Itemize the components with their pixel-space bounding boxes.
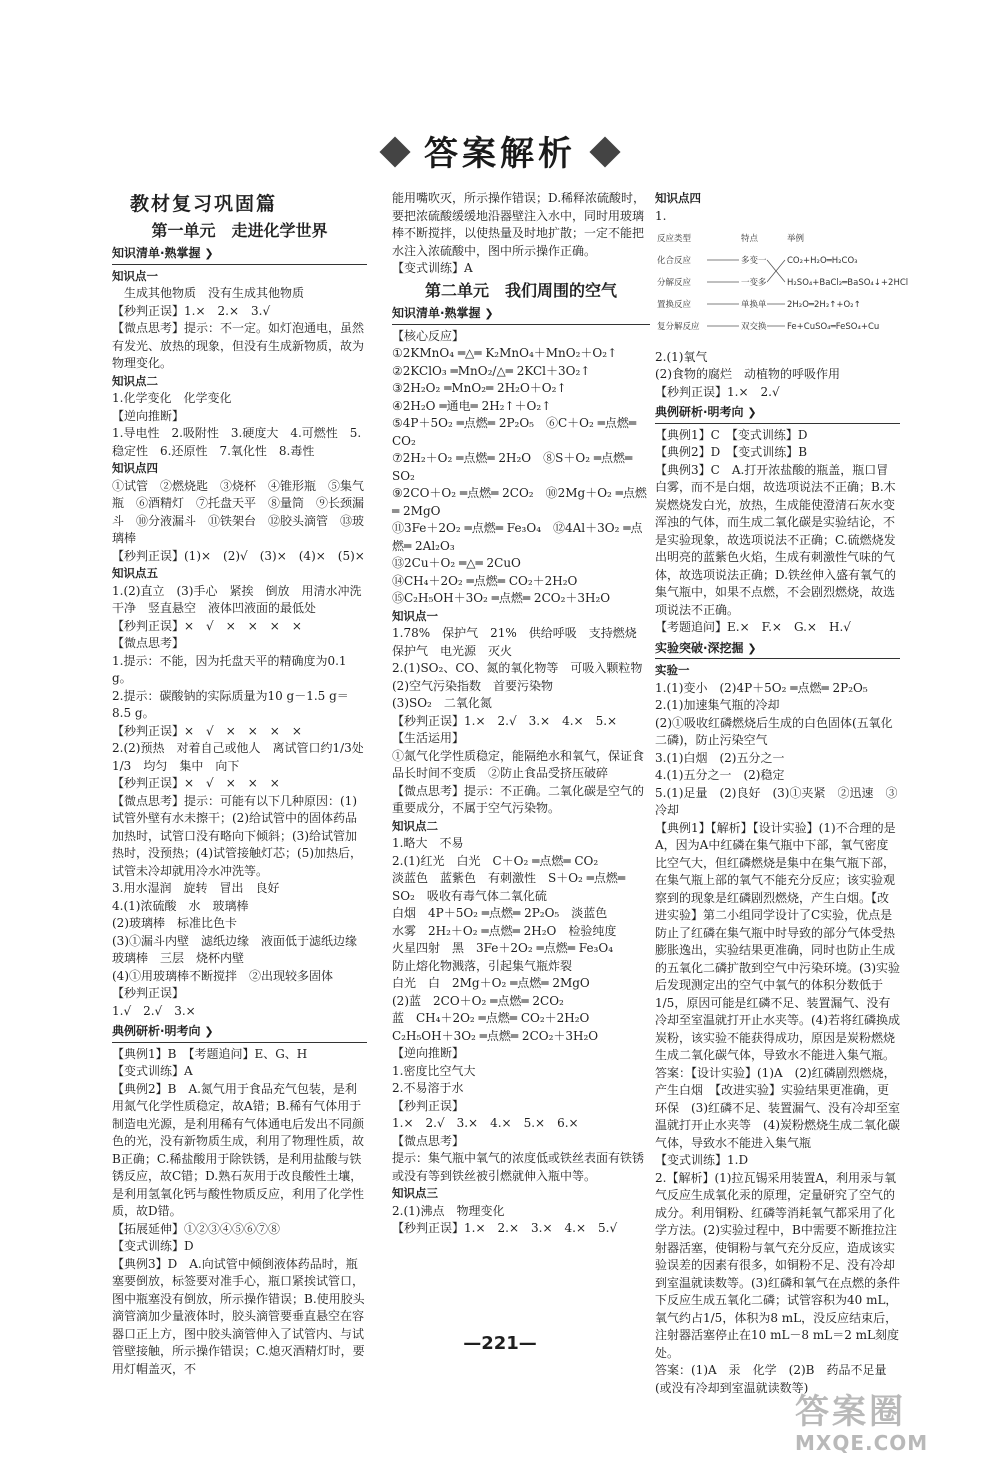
answer-line: 答案：【设计实验】(1)A (2)红磷剧烈燃烧，产生白烟 【改进实验】实验结果更准确，更环保 (3)红磷不足、装置漏气、没有冷却至室温就打开止水夹等 (4)炭粉燃烧生成二氧化碳气体，导致水不能进入集气瓶 xyxy=(655,1065,900,1150)
diagram-example: H₂SO₄+BaCl₂═BaSO₄↓+2HCl xyxy=(787,278,909,288)
page-title xyxy=(0,126,1000,175)
knowledge-point-heading: 实验一 xyxy=(655,663,690,677)
answer-line: (2)玻璃棒 标准比色卡 xyxy=(112,916,237,930)
unit-title: 第二单元 我们周围的空气 xyxy=(424,280,617,300)
page-title-text: 答案解析 xyxy=(424,134,576,174)
knowledge-point-heading: 知识点一 xyxy=(112,268,158,283)
answer-line: 【微点思考】提示：不正确。二氧化碳是空气的重要成分，不属于空气污染物。 xyxy=(392,783,645,815)
answer-line: 1.(1)变小 (2)4P＋5O₂ ═点燃═ 2P₂O₅ xyxy=(655,680,868,695)
answer-line: 【典例2】B A.氮气用于食品充气包装，是利用氮气化学性质稳定，故A错；B.稀有气体用于制造电光源，是利用稀有气体通电后发出不同颜色的光，没有新物质生成，利用了物理性质，故B正确；C.稀盐酸用于除铁锈，是利用盐酸与铁锈反应，故C错；D.熟石灰用于改良酸性土壤，是利用氢氧化钙与酸性物质反应，利用了化学性质，故D错。 xyxy=(112,1081,365,1218)
answer-line: 【典例1】C 【变式训练】D xyxy=(655,427,808,442)
knowledge-point-heading: 知识点二 xyxy=(112,373,158,388)
answer-line: 【典例1】B 【考题追问】E、G、H xyxy=(112,1046,308,1061)
section-header: 典例研析·明考向 ❯ xyxy=(655,404,900,424)
answer-line: ④2H₂O ═通电═ 2H₂↑＋O₂↑ xyxy=(392,398,552,413)
answer-line: 【典例1】【解析】【设计实验】(1)不合理的是A，因为A中红磷在集气瓶中下部，氧气密度比空气大，但红磷燃烧是集中在集气瓶下部，在集气瓶上部的氧气不能充分反应；该实验观察到的现象是红磷剧烈燃烧，产生白烟。【改进实验】第二小组同学设计了C实验，优点是防止了红磷在集气瓶中时导致的部分气体受热膨胀逸出，实验结果更准确，同时也防止生成的五氧化二磷扩散到空气中污染环境。(3)实验后发现测定出的空气中氧气的体积分数低于1/5，原因可能是红磷不足、装置漏气、没有冷却至室温就打开止水夹等。(4)若将红磷换成炭粉，该实验不能获得成功，原因是炭粉燃烧生成二氧化碳气体，导致水不能进入集气瓶。 xyxy=(655,820,900,1062)
answer-line: 2.提示：碳酸钠的实际质量为10 g－1.5 g＝8.5 g。 xyxy=(112,688,349,720)
answer-line: ②2KClO₃ ═MnO₂/△═ 2KCl＋3O₂↑ xyxy=(392,363,591,378)
answer-line: 4.(1)浓硫酸 水 玻璃棒 xyxy=(112,898,249,913)
diamond-ornament-icon xyxy=(589,136,620,167)
answer-line: 2.(1)加速集气瓶的冷却 xyxy=(655,698,780,712)
answer-line: C₂H₅OH＋3O₂ ═点燃═ 2CO₂＋3H₂O xyxy=(392,1028,599,1043)
answer-line: 【秒判正误】× √ × × × × xyxy=(112,618,302,633)
answer-line: 4.(1)五分之一 (2)稳定 xyxy=(655,768,785,782)
knowledge-point-heading: 知识点四 xyxy=(112,461,158,475)
answer-line: 【变式训练】A xyxy=(392,261,473,275)
answer-line: 【逆向推断】 xyxy=(112,408,185,423)
page-number: —221— xyxy=(463,1333,537,1354)
section-header: 知识清单·熟掌握 ❯ xyxy=(392,305,650,325)
answer-line: 2.不易溶于水 xyxy=(392,1081,464,1095)
answer-line: 【典例3】D A.向试管中倾倒液体药品时，瓶塞要倒放，标签要对准手心，瓶口紧挨试管口，图中瓶塞没有倒放，所示操作错误；B.使用胶头滴管滴加少量液体时，胶头滴管要垂直悬空在容器口正上方，图中胶头滴管伸入了试管内、与试管壁接触，所示操作错误；C.熄灭酒精灯时，要用灯帽盖灭，不 xyxy=(112,1256,365,1376)
answer-line: ⑦2H₂＋O₂ ═点燃═ 2H₂O ⑧S＋O₂ ═点燃═ SO₂ xyxy=(392,451,637,483)
answer-line: 1.化学变化 化学变化 xyxy=(112,391,232,405)
diagram-example: 2H₂O═2H₂↑+O₂↑ xyxy=(787,300,861,310)
diagram-feature: 单换单 xyxy=(741,300,767,310)
diagram-feature: 双交换 xyxy=(741,322,767,332)
answer-line: (4)①用玻璃棒不断搅拌 ②出现较多固体 xyxy=(112,968,333,983)
diagram-reaction-type: 复分解反应 xyxy=(657,322,700,332)
watermark-url: MXQE.COM xyxy=(795,1431,929,1455)
diagram-example: Fe+CuSO₄═FeSO₄+Cu xyxy=(787,322,880,332)
answer-line: 提示：集气瓶中氧气的浓度低或铁丝表面有铁锈或没有等到铁丝被引燃就伸入瓶中等。 xyxy=(392,1151,645,1183)
answer-line: 1.78% 保护气 21% 供给呼吸 支持燃烧 保护气 电光源 灭火 xyxy=(392,626,649,658)
answer-line: ⑨2CO＋O₂ ═点燃═ 2CO₂ ⑩2Mg＋O₂ ═点燃═ 2MgO xyxy=(392,486,647,518)
answer-line: 1.密度比空气大 xyxy=(392,1063,476,1078)
knowledge-point-heading: 知识点四 xyxy=(655,191,701,205)
section-header: 实验突破·深挖掘 ❯ xyxy=(655,640,900,660)
answer-line: 【秒判正误】1.× 2.× 3.√ xyxy=(112,303,271,318)
answer-line: 【拓展延伸】①②③④⑤⑥⑦⑧ xyxy=(112,1221,281,1236)
column-1 xyxy=(112,190,376,1378)
answer-line: 【秒判正误】1.× 2.√ 3.× 4.× 5.× xyxy=(392,713,618,728)
answer-line: 3.用水湿润 旋转 冒出 良好 xyxy=(112,881,280,895)
answer-line: 【微点思考】提示：可能有以下几种原因：(1)试管外壁有水未擦干；(2)给试管中的固体药品加热时，试管口没有略向下倾斜；(3)给试管加热时，没预热；(4)试管接触灯芯；(5)加热后，试管未冷却就用冷水冲洗等。 xyxy=(112,793,362,878)
answer-line: 1.提示：不能，因为托盘天平的精确度为0.1 g。 xyxy=(112,653,351,685)
answer-line: ⑬2Cu＋O₂ ═△═ 2CuO xyxy=(392,556,521,570)
answer-line: 能用嘴吹灭，所示操作错误；D.稀释浓硫酸时，要把浓硫酸缓缓地沿器壁注入水中，同时用玻璃棒不断搅拌，以使热量及时地扩散；一定不能把水注入浓硫酸中，图中所示操作正确。 xyxy=(392,191,646,258)
answer-line: 答案：(1)A 汞 化学 (2)B 药品不足量(或没有冷却到室温就读数等) xyxy=(655,1363,887,1395)
section-header: 知识清单·熟掌握 ❯ xyxy=(112,245,367,265)
diagram-reaction-type: 反应类型 xyxy=(657,234,692,244)
diagram-reaction-type: 化合反应 xyxy=(657,256,692,266)
answer-line: (3)①漏斗内壁 滤纸边缘 液面低于滤纸边缘 玻璃棒 三层 烧杯内壁 xyxy=(112,933,370,965)
answer-line: 【秒判正误】 xyxy=(392,1098,465,1113)
answer-line: (3)SO₂ 二氧化氮 xyxy=(392,696,492,710)
answer-line: 1.导电性 2.吸附性 3.硬度大 4.可燃性 5.稳定性 6.还原性 7.氧化性 8.毒性 xyxy=(112,426,362,458)
answer-line: 2.【解析】(1)拉瓦锡采用装置A，利用汞与氧气反应生成氧化汞的原理，定量研究了空气的成分。利用铜粉、红磷等消耗氧气都采用了化学方法。(2)实验过程中，B中需要不断推拉注射器活塞，使铜粉与氧气充分反应，造成该实验误差的因素有很多，如铜粉不足、没有冷却到室温就读数等。(3)红磷和氧气在点燃的条件下反应生成五氧化二磷；试管容积为40 mL，氧气约占1/5，体积为8 mL，没反应结束后，注射器活塞停止在10 mL－8 mL＝2 mL刻度处。 xyxy=(655,1170,900,1360)
column-3-top xyxy=(655,190,900,225)
diagram-reaction-type: 置换反应 xyxy=(657,300,692,310)
answer-line: 【考题追问】E.× F.× G.× H.√ xyxy=(655,620,851,634)
answer-line: ①2KMnO₄ ═△═ K₂MnO₄＋MnO₂＋O₂↑ xyxy=(392,346,618,360)
diagram-example: 举例 xyxy=(787,234,805,244)
answer-line: 【秒判正误】1.× 2.× 3.× 4.× 5.√ xyxy=(392,1221,618,1235)
answer-line: 防止熔化物溅落，引起集气瓶炸裂 xyxy=(392,958,573,973)
answer-line: 白烟 4P＋5O₂ ═点燃═ 2P₂O₅ 淡蓝色 xyxy=(392,906,608,920)
answer-line: 水雾 2H₂＋O₂ ═点燃═ 2H₂O 检验纯度 xyxy=(392,923,617,938)
answer-line: 5.(1)足量 (2)良好 (3)①夹紧 ②迅速 ③冷却 xyxy=(655,785,898,817)
answer-line: (2)食物的腐烂 动植物的呼吸作用 xyxy=(655,367,840,381)
answer-line: 【秒判正误】× √ × × × xyxy=(112,776,280,790)
diagram-feature: 多变一 xyxy=(741,256,767,266)
knowledge-point-heading: 知识点二 xyxy=(392,818,438,833)
answer-line: ①氮气化学性质稳定，能隔绝水和氧气，保证食品长时间不变质 ②防止食品受挤压破碎 xyxy=(392,748,645,780)
answer-line: 2.(1)沸点 物理变化 xyxy=(392,1203,505,1218)
diagram-reaction-type: 分解反应 xyxy=(657,278,692,288)
knowledge-point-heading: 知识点三 xyxy=(392,1186,438,1200)
answer-line: 淡蓝色 蓝紫色 有刺激性 S＋O₂ ═点燃═ SO₂ 吸收有毒气体二氧化硫 xyxy=(392,871,629,903)
column-3 xyxy=(655,190,909,1397)
answer-line: 【核心反应】 xyxy=(392,328,465,343)
answer-line: 生成其他物质 没有生成其他物质 xyxy=(112,286,305,300)
reaction-type-diagram xyxy=(655,229,909,339)
answer-line: 1.略大 不易 xyxy=(392,836,464,850)
answer-line: ⑪3Fe＋2O₂ ═点燃═ Fe₃O₄ ⑫4Al＋3O₂ ═点燃═ 2Al₂O₃ xyxy=(392,521,643,553)
section-header: 典例研析·明考向 ❯ xyxy=(112,1023,367,1043)
answer-line: 【秒判正误】(1)× (2)√ (3)× (4)× (5)× xyxy=(112,548,365,563)
answer-line: 1.√ 2.√ 3.× xyxy=(112,1003,196,1018)
answer-line: 白光 白 2Mg＋O₂ ═点燃═ 2MgO xyxy=(392,976,590,990)
answer-line: 【逆向推断】 xyxy=(392,1046,465,1060)
answer-line: (2)蓝 2CO＋O₂ ═点燃═ 2CO₂ xyxy=(392,993,564,1008)
answer-line: (2)①吸收红磷燃烧后生成的白色固体(五氧化二磷)，防止污染空气 xyxy=(655,715,893,747)
knowledge-point-heading: 知识点一 xyxy=(392,608,438,623)
answer-line: 2.(2)预热 对着自己或他人 离试管口约1/3处 1/3 均匀 集中 向下 xyxy=(112,741,376,773)
answer-line: 2.(1)红光 白光 C＋O₂ ═点燃═ CO₂ xyxy=(392,853,599,868)
column-2-body xyxy=(392,190,655,1238)
answer-line: 3.(1)白烟 (2)五分之一 xyxy=(655,750,785,765)
diagram-feature: 特点 xyxy=(741,234,759,244)
answer-line: 2.(1)氧气 xyxy=(655,349,708,364)
answer-line: 【典例3】C A.打开浓盐酸的瓶盖，瓶口冒白雾，而不是白烟，故选项说法不正确；B.木炭燃烧发白光，放热，生成能使澄清石灰水变浑浊的气体，而生成二氧化碳是实验结论，不是实验现象，故选项说法不正确；C.硫燃烧发出明亮的蓝紫色火焰，生成有刺激性气味的气体，故选项说法正确；D.铁丝伸入盛有氧气的集气瓶中，如果不点燃，不会剧烈燃烧，故选项说法不正确。 xyxy=(655,462,897,617)
diagram-feature: 一变多 xyxy=(741,278,767,288)
answer-line: ⑤4P＋5O₂ ═点燃═ 2P₂O₅ ⑥C＋O₂ ═点燃═ CO₂ xyxy=(392,416,640,448)
answer-line: 【微点思考】提示：不一定。如灯泡通电，虽然有发光、放热的现象，但没有生成新物质，故为物理变化。 xyxy=(112,321,365,370)
answer-line: 【秒判正误】1.× 2.√ xyxy=(655,384,780,399)
answer-line: ①试管 ②燃烧匙 ③烧杯 ④锥形瓶 ⑤集气瓶 ⑥酒精灯 ⑦托盘天平 ⑧量筒 ⑨长颈漏斗 ⑩分液漏斗 ⑪铁架台 ⑫胶头滴管 ⑬玻璃棒 xyxy=(112,478,365,545)
answer-line: 1.(2)直立 (3)手心 紧挨 倒放 用清水冲洗干净 竖直悬空 液体凹液面的最低处 xyxy=(112,583,362,615)
answer-line: 【典例2】D 【变式训练】B xyxy=(655,445,808,459)
knowledge-point-heading: 知识点五 xyxy=(112,566,158,580)
answer-line: 【微点思考】 xyxy=(112,636,185,650)
answer-line: 【秒判正误】 xyxy=(112,986,185,1000)
column-2 xyxy=(392,190,655,1238)
answer-line: 【变式训练】1.D xyxy=(655,1153,749,1167)
answer-line: ③2H₂O₂ ═MnO₂═ 2H₂O＋O₂↑ xyxy=(392,381,567,395)
answer-line: 【生活运用】 xyxy=(392,731,465,745)
answer-line: 【变式训练】A xyxy=(112,1064,193,1078)
answer-line: 1. xyxy=(655,208,667,223)
column-1-body xyxy=(112,245,376,1378)
section-banner: 教材复习巩固篇 xyxy=(130,193,278,215)
answer-line: 蓝 CH₄＋2O₂ ═点燃═ CO₂＋2H₂O xyxy=(392,1011,590,1025)
answer-line: 火星四射 黑 3Fe＋2O₂ ═点燃═ Fe₃O₄ xyxy=(392,941,613,955)
unit-title: 第一单元 走进化学世界 xyxy=(151,220,328,240)
answer-line: 1.× 2.√ 3.× 4.× 5.× 6.× xyxy=(392,1116,579,1130)
column-3-body xyxy=(655,349,900,1398)
answer-line: ⑮C₂H₅OH＋3O₂ ═点燃═ 2CO₂＋3H₂O xyxy=(392,591,611,605)
watermark-text: 答案圈 xyxy=(795,1392,906,1432)
diamond-ornament-icon xyxy=(379,136,410,167)
answer-line: 【变式训练】D xyxy=(112,1239,194,1253)
watermark-logo xyxy=(795,1393,985,1461)
answer-line: 【微点思考】 xyxy=(392,1133,465,1148)
answer-line: 2.(1)SO₂、CO、氮的氧化物等 可吸入颗粒物 (2)空气污染指数 首要污染物 xyxy=(392,661,655,693)
answer-line: 【秒判正误】× √ × × × × xyxy=(112,723,302,738)
diagram-example: CO₂+H₂O═H₂CO₃ xyxy=(787,256,858,266)
answer-line: ⑭CH₄＋2O₂ ═点燃═ CO₂＋2H₂O xyxy=(392,573,578,588)
